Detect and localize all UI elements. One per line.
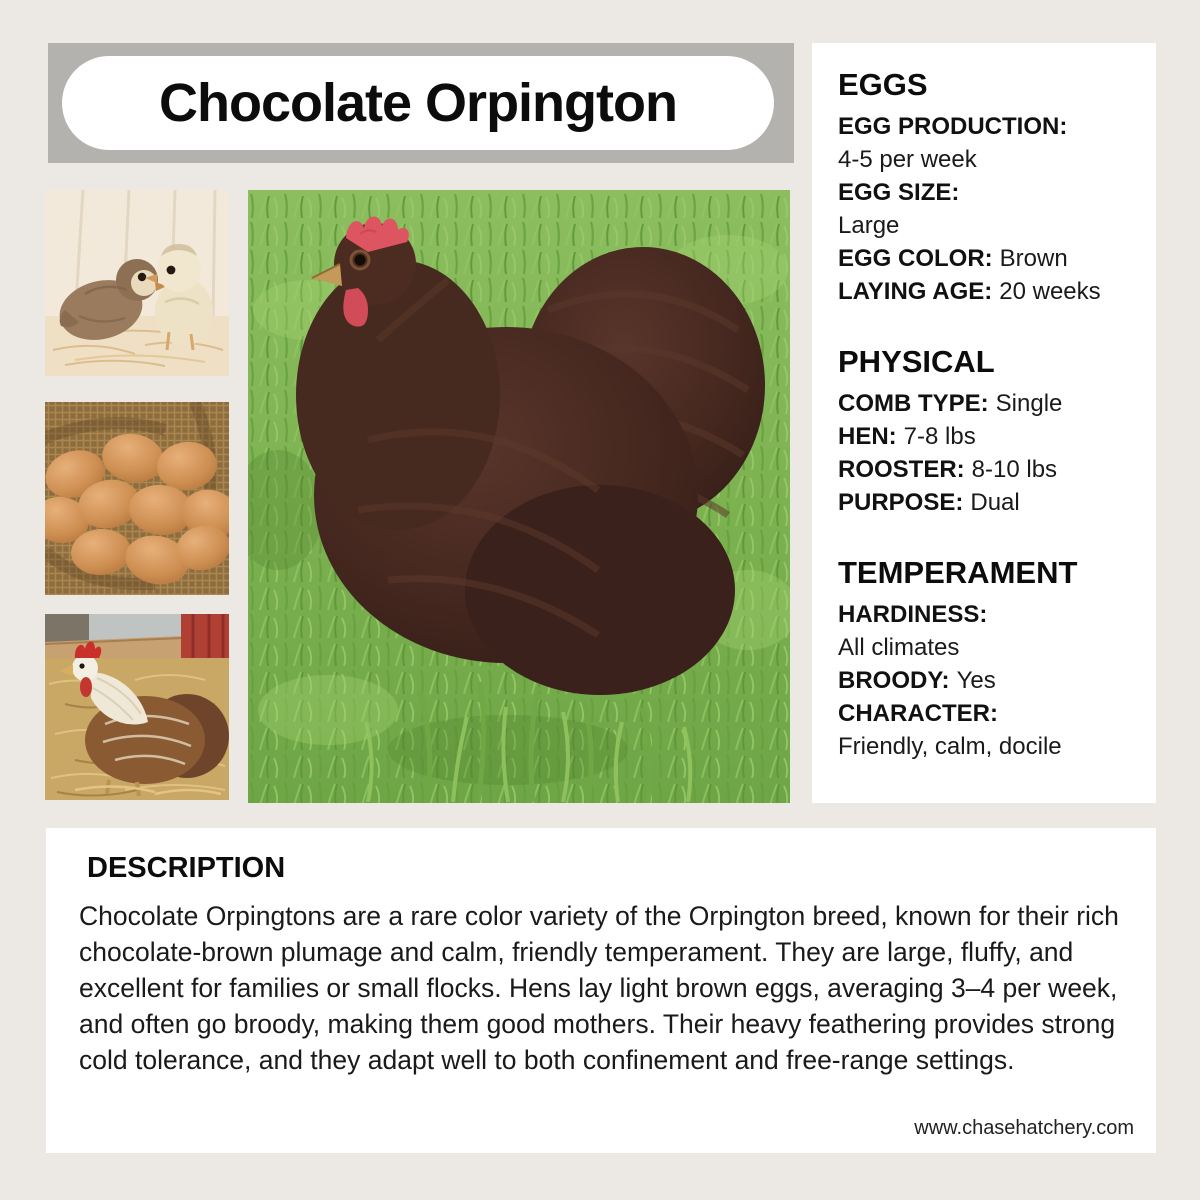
stat-row — [838, 453, 1140, 486]
stat-value: 20 weeks — [999, 278, 1101, 305]
section-heading: PHYSICAL — [838, 344, 995, 379]
stat-value: 4-5 per week — [838, 146, 977, 173]
hen-photo — [248, 190, 790, 803]
stat-row — [838, 275, 1140, 308]
title-banner — [48, 43, 794, 163]
stat-value: Large — [838, 212, 900, 239]
stats-panel — [812, 43, 1156, 803]
stat-label: ROOSTER: — [838, 456, 965, 483]
stat-row — [838, 486, 1140, 519]
stat-value: All climates — [838, 634, 960, 661]
stat-label: HARDINESS: — [838, 601, 988, 628]
stat-label: LAYING AGE: — [838, 278, 993, 305]
stat-value: Yes — [956, 667, 996, 694]
description-body: Chocolate Orpingtons are a rare color variety of the Orpington breed, known for their rich chocolate-brown plumage and calm, friendly temperament. They are large, fluffy, and excellent for families or small flocks. Hens lay light brown eggs, averaging 3–4 per week, and often go broody, making them good mothers. Their heavy feathering provides strong cold tolerance, and they adapt well to both confinement and free-range settings. — [79, 901, 1119, 1075]
eggs-illustration — [45, 402, 229, 595]
section-heading: EGGS — [838, 67, 928, 102]
stat-value: Single — [995, 390, 1063, 417]
stat-label: EGG PRODUCTION: — [838, 113, 1068, 140]
stat-row — [838, 664, 1140, 697]
chicks-illustration — [45, 190, 229, 376]
stat-value: 7-8 lbs — [903, 423, 976, 450]
rooster-illustration — [45, 614, 229, 800]
stat-value: Brown — [999, 245, 1068, 272]
stat-label: PURPOSE: — [838, 489, 964, 516]
stat-value: Dual — [970, 489, 1020, 516]
stats-section-physical — [838, 344, 1140, 519]
hen-illustration — [248, 190, 790, 803]
description-heading: DESCRIPTION — [87, 852, 286, 884]
stat-value: 8-10 lbs — [971, 456, 1058, 483]
stat-label: BROODY: — [838, 667, 950, 694]
stat-label: CHARACTER: — [838, 700, 998, 727]
section-heading: TEMPERAMENT — [838, 555, 1078, 590]
stats-sections — [838, 67, 1140, 763]
stat-row — [838, 420, 1140, 453]
stat-value: Friendly, calm, docile — [838, 733, 1062, 760]
stat-row — [838, 242, 1140, 275]
chicks-photo — [45, 190, 229, 376]
stats-section-eggs — [838, 67, 1140, 308]
title-pill — [62, 56, 774, 150]
stat-label: EGG SIZE: — [838, 179, 960, 206]
stat-label: COMB TYPE: — [838, 390, 989, 417]
website-url: www.chasehatchery.com — [914, 1117, 1134, 1139]
description-panel — [46, 828, 1156, 1153]
stats-section-temperament — [838, 555, 1140, 763]
stat-label: EGG COLOR: — [838, 245, 993, 272]
stat-label: HEN: — [838, 423, 897, 450]
stat-row — [838, 387, 1140, 420]
rooster-photo — [45, 614, 229, 800]
eggs-photo — [45, 402, 229, 595]
page-title: Chocolate Orpington — [159, 73, 677, 133]
